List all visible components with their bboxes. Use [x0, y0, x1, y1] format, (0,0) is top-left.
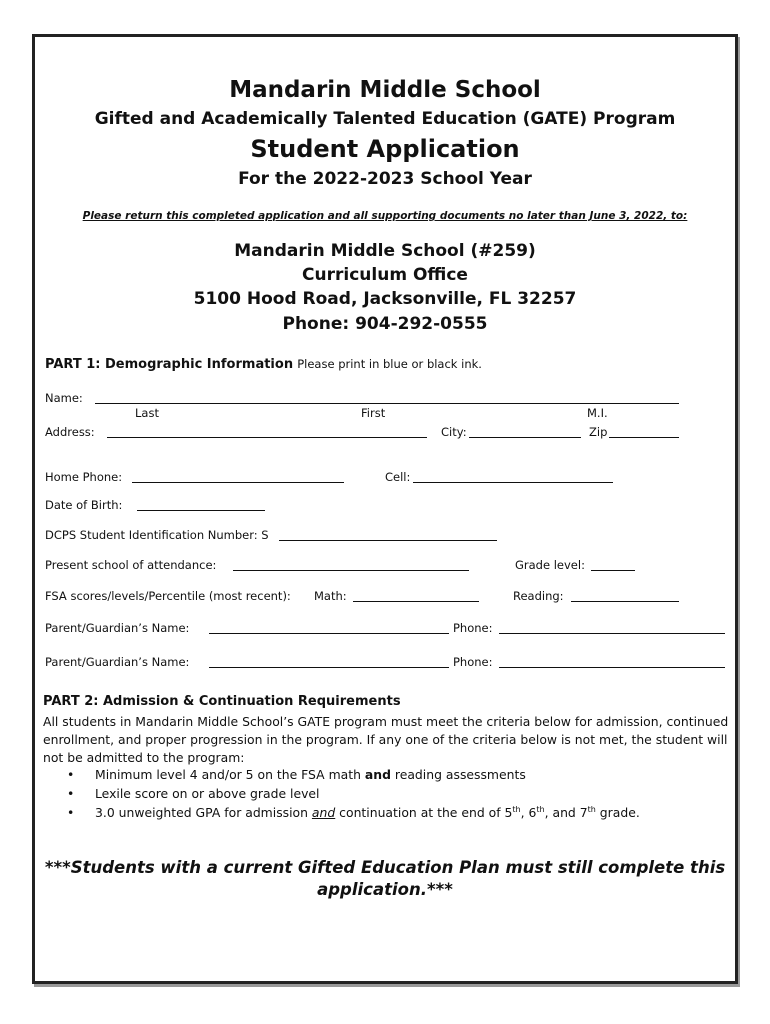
bullet-3-text-d: , 6: [520, 805, 537, 821]
bullet-3-text-a: 3.0 unweighted GPA for admission: [95, 805, 312, 821]
address-line-3: 5100 Hood Road, Jacksonville, FL 32257: [193, 289, 577, 309]
address-line-1: Mandarin Middle School (#259): [234, 241, 536, 261]
school-title: Mandarin Middle School: [229, 77, 541, 103]
cell-label: Cell:: [385, 470, 411, 484]
guardian-name-field-1[interactable]: [209, 633, 449, 634]
name-first-caption: First: [361, 406, 386, 420]
ordinal-7: th: [587, 805, 596, 814]
dcps-id-field[interactable]: [279, 540, 497, 541]
bullet-3: [95, 805, 640, 820]
return-notice: Please return this completed application and all supporting documents no later than June 3, 2022, to:: [82, 210, 688, 222]
dcps-id-label: DCPS Student Identification Number: S: [45, 528, 269, 542]
part1-instruction: Please print in blue or black ink.: [297, 357, 482, 371]
bullet-1: [95, 767, 526, 782]
dob-field[interactable]: [137, 510, 265, 511]
document-title: Student Application: [250, 135, 520, 163]
address-line-4: Phone: 904-292-0555: [282, 314, 488, 334]
part2-heading: PART 2: Admission & Continuation Requirements: [43, 694, 401, 709]
zip-label: Zip: [589, 425, 608, 439]
present-school-label: Present school of attendance:: [45, 558, 217, 572]
present-school-field[interactable]: [233, 570, 469, 571]
bullet-3-emphasis: and: [311, 805, 336, 821]
reading-label: Reading:: [513, 589, 564, 603]
grade-level-label: Grade level:: [515, 558, 585, 572]
address-field[interactable]: [107, 437, 427, 438]
guardian-name-label-1: Parent/Guardian’s Name:: [45, 621, 190, 635]
home-phone-field[interactable]: [132, 482, 344, 483]
bullet-1-text-c: reading assessments: [390, 767, 526, 782]
name-field[interactable]: [95, 403, 679, 404]
gifted-plan-notice-line-1: ***Students with a current Gifted Education Plan must still complete this: [44, 858, 726, 877]
name-mi-caption: M.I.: [587, 406, 608, 420]
guardian-phone-field-2[interactable]: [499, 667, 725, 668]
program-title: Gifted and Academically Talented Education (GATE) Program: [94, 109, 676, 129]
bullet-3-text-e: , and 7: [544, 805, 588, 821]
guardian-phone-field-1[interactable]: [499, 633, 725, 634]
name-last-caption: Last: [135, 406, 159, 420]
math-field[interactable]: [353, 601, 479, 602]
address-label: Address:: [45, 425, 95, 439]
name-label: Name:: [45, 391, 83, 405]
guardian-phone-label-1: Phone:: [453, 621, 493, 635]
address-line-2: Curriculum Office: [302, 265, 468, 285]
guardian-name-field-2[interactable]: [209, 667, 449, 668]
part1-title: PART 1: Demographic Information: [45, 357, 294, 372]
application-form: [32, 34, 738, 984]
home-phone-label: Home Phone:: [45, 470, 123, 484]
bullet-1-text-a: Minimum level 4 and/or 5 on the FSA math: [95, 767, 365, 782]
ordinal-5: th: [512, 805, 521, 814]
bullet-3-marker: •: [67, 805, 75, 820]
bullet-1-marker: •: [67, 767, 75, 782]
bullet-1-bold: and: [364, 767, 391, 782]
ordinal-6: th: [536, 805, 545, 814]
part1-heading: [45, 357, 482, 372]
city-label: City:: [441, 425, 467, 439]
grade-level-field[interactable]: [591, 570, 635, 571]
bullet-2: Lexile score on or above grade level: [95, 786, 320, 801]
gifted-plan-notice-line-2: application.***: [317, 880, 453, 899]
fsa-label: FSA scores/levels/Percentile (most recent):: [45, 589, 291, 603]
guardian-phone-label-2: Phone:: [453, 655, 493, 669]
cell-field[interactable]: [413, 482, 613, 483]
bullet-3-text-c: continuation at the end of 5: [335, 805, 513, 821]
guardian-name-label-2: Parent/Guardian’s Name:: [45, 655, 190, 669]
reading-field[interactable]: [571, 601, 679, 602]
math-label: Math:: [314, 589, 347, 603]
bullet-2-marker: •: [67, 786, 75, 801]
bullet-3-text-f: grade.: [595, 805, 640, 821]
gifted-plan-notice: [35, 857, 735, 901]
dob-label: Date of Birth:: [45, 498, 123, 512]
zip-field[interactable]: [609, 437, 679, 438]
city-field[interactable]: [469, 437, 581, 438]
school-year: For the 2022-2023 School Year: [238, 169, 532, 189]
part2-body: All students in Mandarin Middle School’s GATE program must meet the criteria below for admission, continued enrollment, and proper progression in the program. If any one of the criteria below is not met, the student will not be admitted to the program:: [43, 714, 729, 765]
